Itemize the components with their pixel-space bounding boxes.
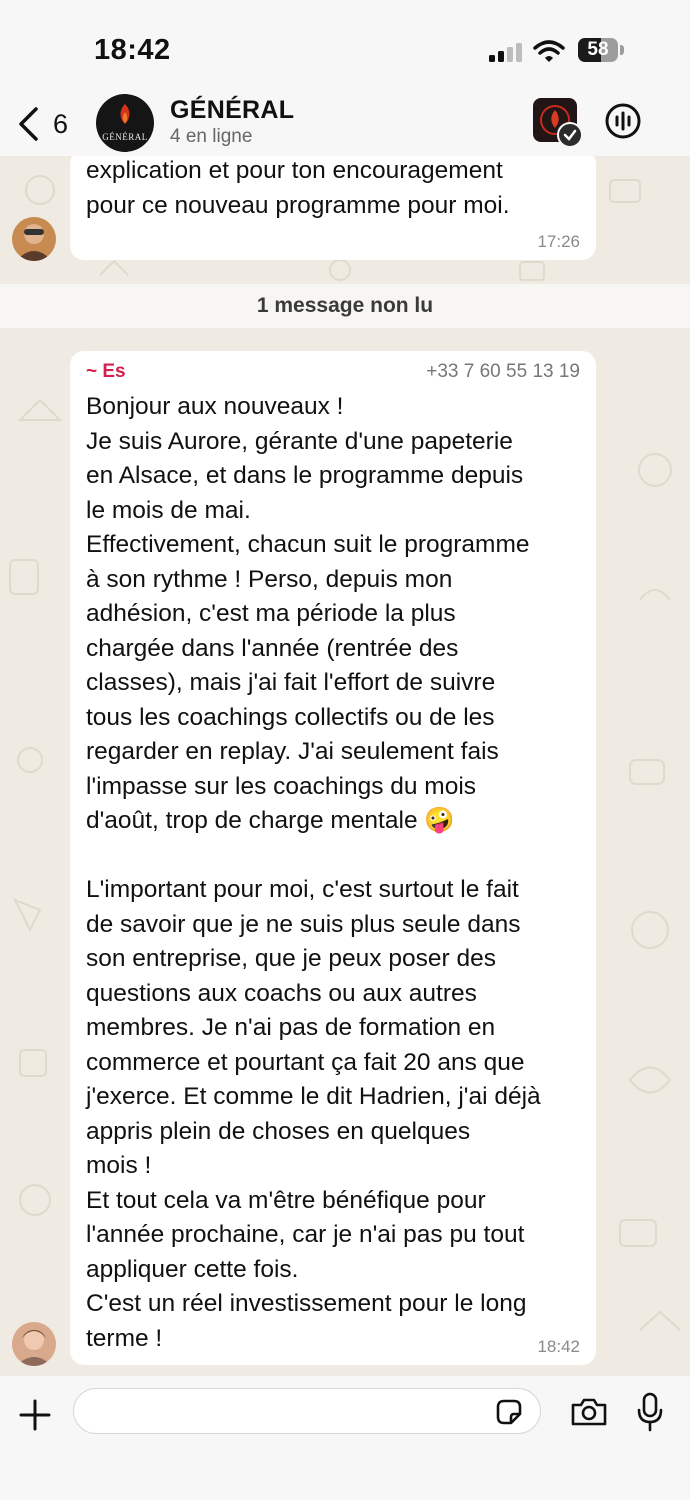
- status-bar: [0, 0, 690, 96]
- cellular-signal-icon: [489, 43, 523, 62]
- avatar-label: GÉNÉRAL: [102, 132, 148, 142]
- group-avatar[interactable]: [96, 94, 154, 152]
- message-line: Et tout cela va m'être bénéfique pour: [86, 1186, 486, 1214]
- chevron-left-icon[interactable]: [16, 106, 40, 142]
- message-line: membres. Je n'ai pas de formation en: [86, 1014, 496, 1041]
- check-badge-icon: [557, 122, 583, 148]
- status-time: 18:42: [94, 34, 171, 66]
- message-bubble[interactable]: [70, 351, 596, 1365]
- sender-name[interactable]: ~ Es: [86, 361, 126, 382]
- group-name[interactable]: GÉNÉRAL: [170, 96, 295, 124]
- plus-icon[interactable]: [18, 1398, 52, 1432]
- message-line: Bonjour aux nouveaux !: [86, 393, 344, 420]
- message-line: commerce et pourtant ça fait 20 ans que: [86, 1048, 525, 1076]
- message-line: explication et pour ton encouragement: [86, 157, 503, 184]
- message-line: Je suis Aurore, gérante d'une papeterie: [86, 427, 513, 455]
- camera-icon[interactable]: [570, 1397, 608, 1427]
- message-line: tous les coachings collectifs ou de les: [86, 703, 495, 731]
- message-line: C'est un réel investissement pour le long: [86, 1290, 527, 1317]
- voice-chat-icon[interactable]: [604, 102, 642, 140]
- message-line: l'impasse sur les coachings du mois: [86, 772, 477, 800]
- sender-avatar[interactable]: [12, 217, 56, 261]
- message-line: [86, 839, 541, 874]
- message-line: pour ce nouveau programme pour moi.: [86, 191, 510, 219]
- message-line: appris plein de choses en quelques: [86, 1117, 471, 1145]
- message-line: d'août, trop de charge mentale 🤪: [86, 807, 455, 834]
- message-line: adhésion, c'est ma période la plus: [86, 600, 456, 627]
- sender-phone[interactable]: +33 7 60 55 13 19: [426, 361, 580, 382]
- back-unread-count[interactable]: 6: [53, 109, 69, 139]
- message-line: Effectivement, chacun suit le programme: [86, 531, 530, 558]
- microphone-icon[interactable]: [636, 1392, 664, 1432]
- message-time: 18:42: [537, 1337, 580, 1356]
- message-time: 17:26: [537, 232, 580, 251]
- phoenix-logo-icon: [96, 94, 154, 152]
- message-line: appliquer cette fois.: [86, 1255, 299, 1283]
- battery-level: 58: [587, 39, 609, 60]
- message-line: j'exerce. Et comme le dit Hadrien, j'ai déjà: [86, 1083, 541, 1110]
- message-line: son entreprise, que je peux poser des: [86, 945, 496, 972]
- message-line: mois !: [86, 1152, 152, 1179]
- sender-avatar[interactable]: [12, 1322, 56, 1366]
- message-input-bar: [0, 1376, 690, 1500]
- message-bubble[interactable]: [70, 150, 596, 260]
- message-line: chargée dans l'année (rentrée des: [86, 634, 459, 662]
- check-icon: [559, 124, 581, 146]
- avatar-photo-icon: [12, 217, 56, 261]
- message-input[interactable]: [73, 1388, 541, 1434]
- message-line: terme !: [86, 1324, 163, 1352]
- message-line: questions aux coachs ou aux autres: [86, 979, 477, 1007]
- avatar-photo-icon: [12, 1322, 56, 1366]
- wifi-icon: [533, 40, 565, 64]
- message-line: l'année prochaine, car je n'ai pas pu tout: [86, 1221, 525, 1248]
- message-line: classes), mais j'ai fait l'effort de suivre: [86, 669, 496, 696]
- unread-banner: 1 message non lu: [0, 284, 690, 328]
- message-line: regarder en replay. J'ai seulement fais: [86, 738, 499, 765]
- message-line: de savoir que je ne suis plus seule dans: [86, 910, 521, 938]
- message-line: le mois de mai.: [86, 496, 251, 524]
- message-line: en Alsace, et dans le programme depuis: [86, 462, 524, 489]
- battery-icon: [578, 38, 618, 62]
- online-count: 4 en ligne: [170, 126, 253, 147]
- battery-tip: [620, 45, 624, 55]
- sticker-icon[interactable]: [494, 1397, 524, 1427]
- message-line: L'important pour moi, c'est surtout le fait: [86, 876, 519, 903]
- message-line: à son rythme ! Perso, depuis mon: [86, 565, 453, 593]
- chat-header: [0, 96, 690, 156]
